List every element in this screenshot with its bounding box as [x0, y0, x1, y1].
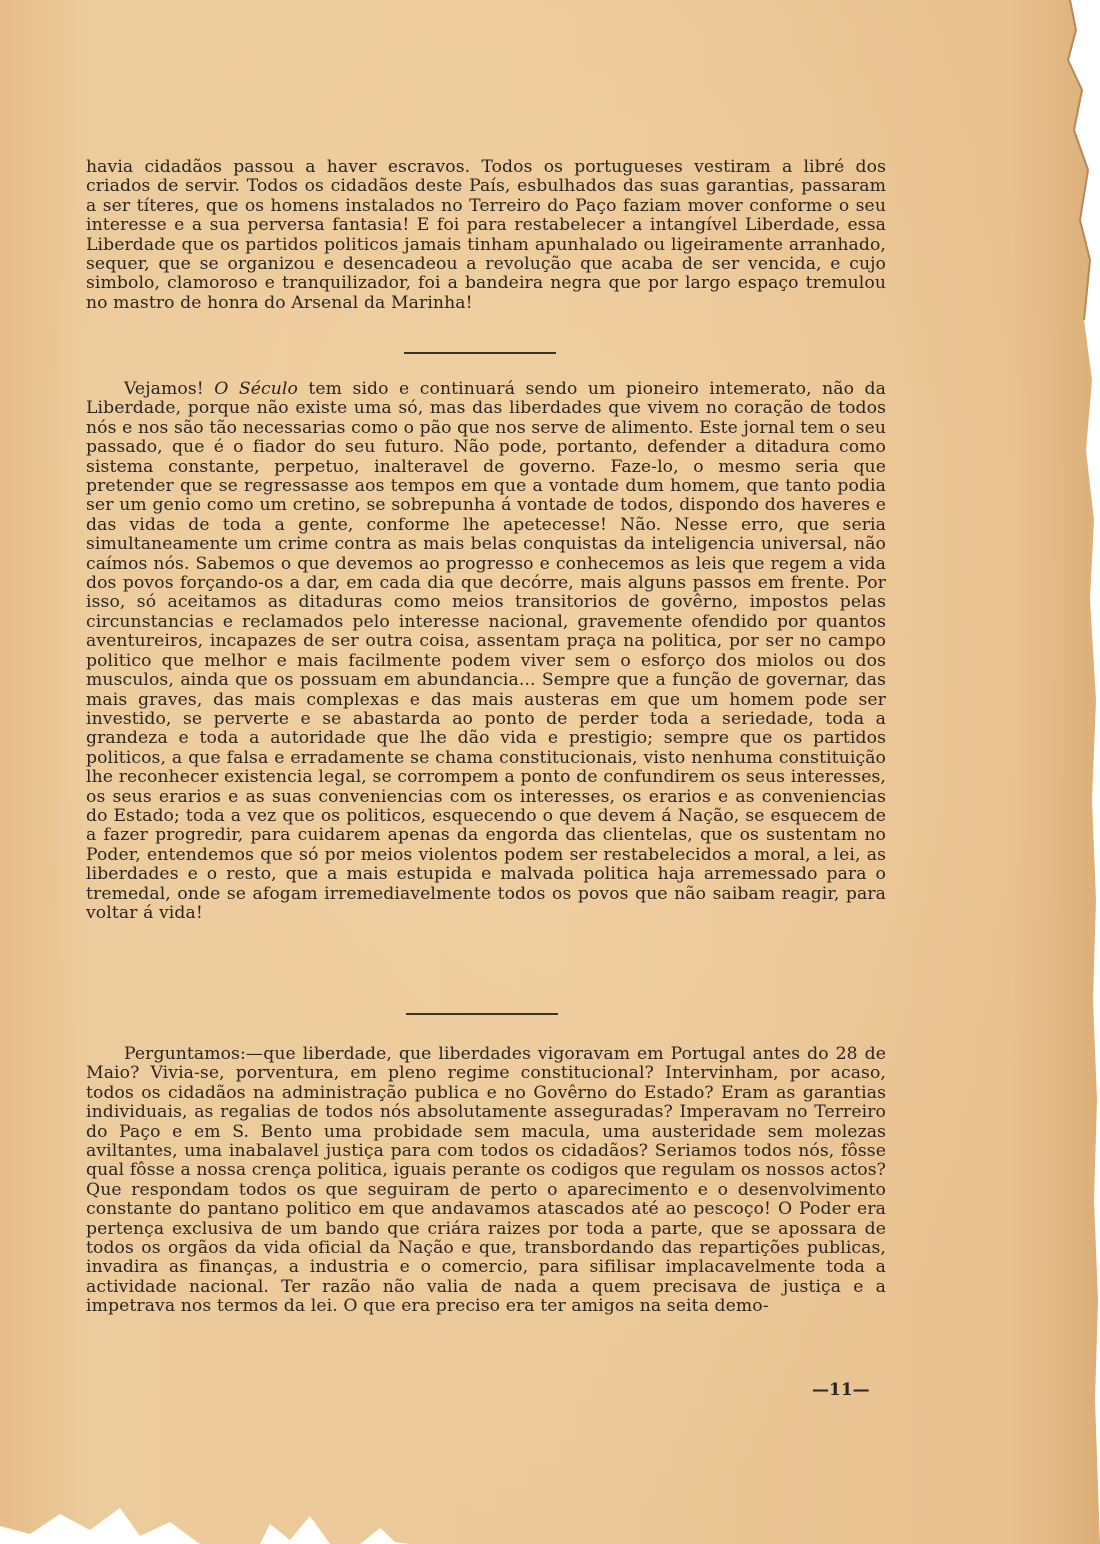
paragraph-2-prefix: Vejamos!: [124, 379, 215, 399]
torn-paper-edge: [1030, 0, 1100, 1544]
torn-paper-bottom: [0, 1464, 1100, 1544]
paragraph-2: [86, 380, 886, 923]
paragraph-1: [86, 158, 886, 313]
newspaper-name: O Século: [214, 379, 298, 399]
section-divider-2: [406, 1013, 558, 1015]
section-divider-1: [404, 352, 556, 354]
paragraph-1-text: havia cidadãos passou a haver escravos. Todos os portugueses vestiram a libré dos criados de servir. Todos os cidadãos deste País, esbulhados das suas garantias, passaram a ser títeres, que os homens instalados no Terreiro do Paço faziam mover conforme o seu interesse e a sua perversa fantasia! E foi para restabelecer a intangível Liberdade, essa Liberdade que os partidos politicos jamais tinham apunhalado ou ligeiramente arranhado, sequer, que se organizou e desencadeou a revolução que acaba de ser vencida, e cujo simbolo, clamoroso e tranquilizador, foi a bandeira negra que por largo espaço tremulou no mastro de honra do Arsenal da Marinha!: [86, 157, 886, 313]
paragraph-2-rest: tem sido e continuará sendo um pioneiro intemerato, não da Liberdade, porque não existe uma só, mas das liberdades que vivem no coração de todos nós e nos são tão necessarias como o pão que nos serve de alimento. Este jornal tem o seu passado, que é o fiador do seu futuro. Não pode, portanto, defender a ditadura como sistema constante, perpetuo, inalteravel de governo. Faze-lo, o mesmo seria que pretender que se regressasse aos tempos em que a vontade dum homem, que tanto podia ser um genio como um cretino, se sobrepunha á vontade de todos, dispondo dos haveres e das vidas de toda a gente, conforme lhe apetecesse! Não. Nesse erro, que seria simultaneamente um crime contra as mais belas conquistas da inteligencia universal, não caímos nós. Sabemos o que devemos ao progresso e conhecemos as leis que regem a vida dos povos forçando-os a dar, em cada dia que decórre, mais alguns passos em frente. Por isso, só aceitamos as ditaduras como meios transitorios de govêrno, impostos pelas circunstancias e reclamados pelo interesse nacional, gravemente ofendido por quantos aventureiros, incapazes de ser outra coisa, assentam praça na politica, por ser no campo politico que melhor e mais facilmente podem viver sem o esforço dos miolos ou dos musculos, ainda que os possuam em abundancia... Sempre que a função de governar, das mais graves, das mais complexas e das mais austeras em que um homem pode ser investido, se perverte e se abastarda ao ponto de perder toda a seriedade, toda a grandeza e toda a autoridade que lhe dão vida e prestigio; sempre que os partidos politicos, a que falsa e erradamente se chama constitucionais, visto nenhuma constituição lhe reconhecer existencia legal, se corrompem a ponto de confundirem os seus interesses, os seus erarios e as suas conveniencias com os interesses, os erarios e as conveniencias do Estado; toda a vez que os politicos, esquecendo o que devem á Nação, se esquecem de a fazer progredir, para cuidarem apenas da engorda das clientelas, que os sustentam no Poder, entendemos que só por meios violentos podem ser restabelecidos a moral, a lei, as liberdades e o resto, que a mais estupida e malvada politica haja arremessado para o tremedal, onde se afogam irremediavelmente todos os povos que não saibam reagir, para voltar á vida!: [86, 379, 887, 923]
paragraph-3: [86, 1045, 886, 1317]
paragraph-3-text: Perguntamos:—que liberdade, que liberdades vigoravam em Portugal antes do 28 de Maio? Vivia-se, porventura, em pleno regime constitucional? Intervinham, por acaso, todos os cidadãos na administração publica e no Govêrno do Estado? Eram as garantias individuais, as regalias de todos nós absolutamente asseguradas? Imperavam no Terreiro do Paço e em S. Bento uma probidade sem macula, uma austeridade sem molezas aviltantes, uma inabalavel justiça para com todos os cidadãos? Seriamos todos nós, fôsse qual fôsse a nossa crença politica, iguais perante os codigos que regulam os nossos actos? Que respondam todos os que seguiram de perto o aparecimento e o desenvolvimento constante do pantano politico em que andavamos atascados até ao pescoço! O Poder era pertença exclusiva de um bando que criára raizes por toda a parte, que se apossara de todos os orgãos da vida oficial da Nação e que, transbordando das repartições publicas, invadira as finanças, a industria e o comercio, para sifilisar implacavelmente toda a actividade nacional. Ter razão não valia de nada a quem precisava de justiça e a impetrava nos termos da lei. O que era preciso era ter amigos na seita demo-: [86, 1044, 886, 1317]
page-number: —11—: [812, 1380, 870, 1400]
paragraph-2-text: [86, 380, 886, 923]
